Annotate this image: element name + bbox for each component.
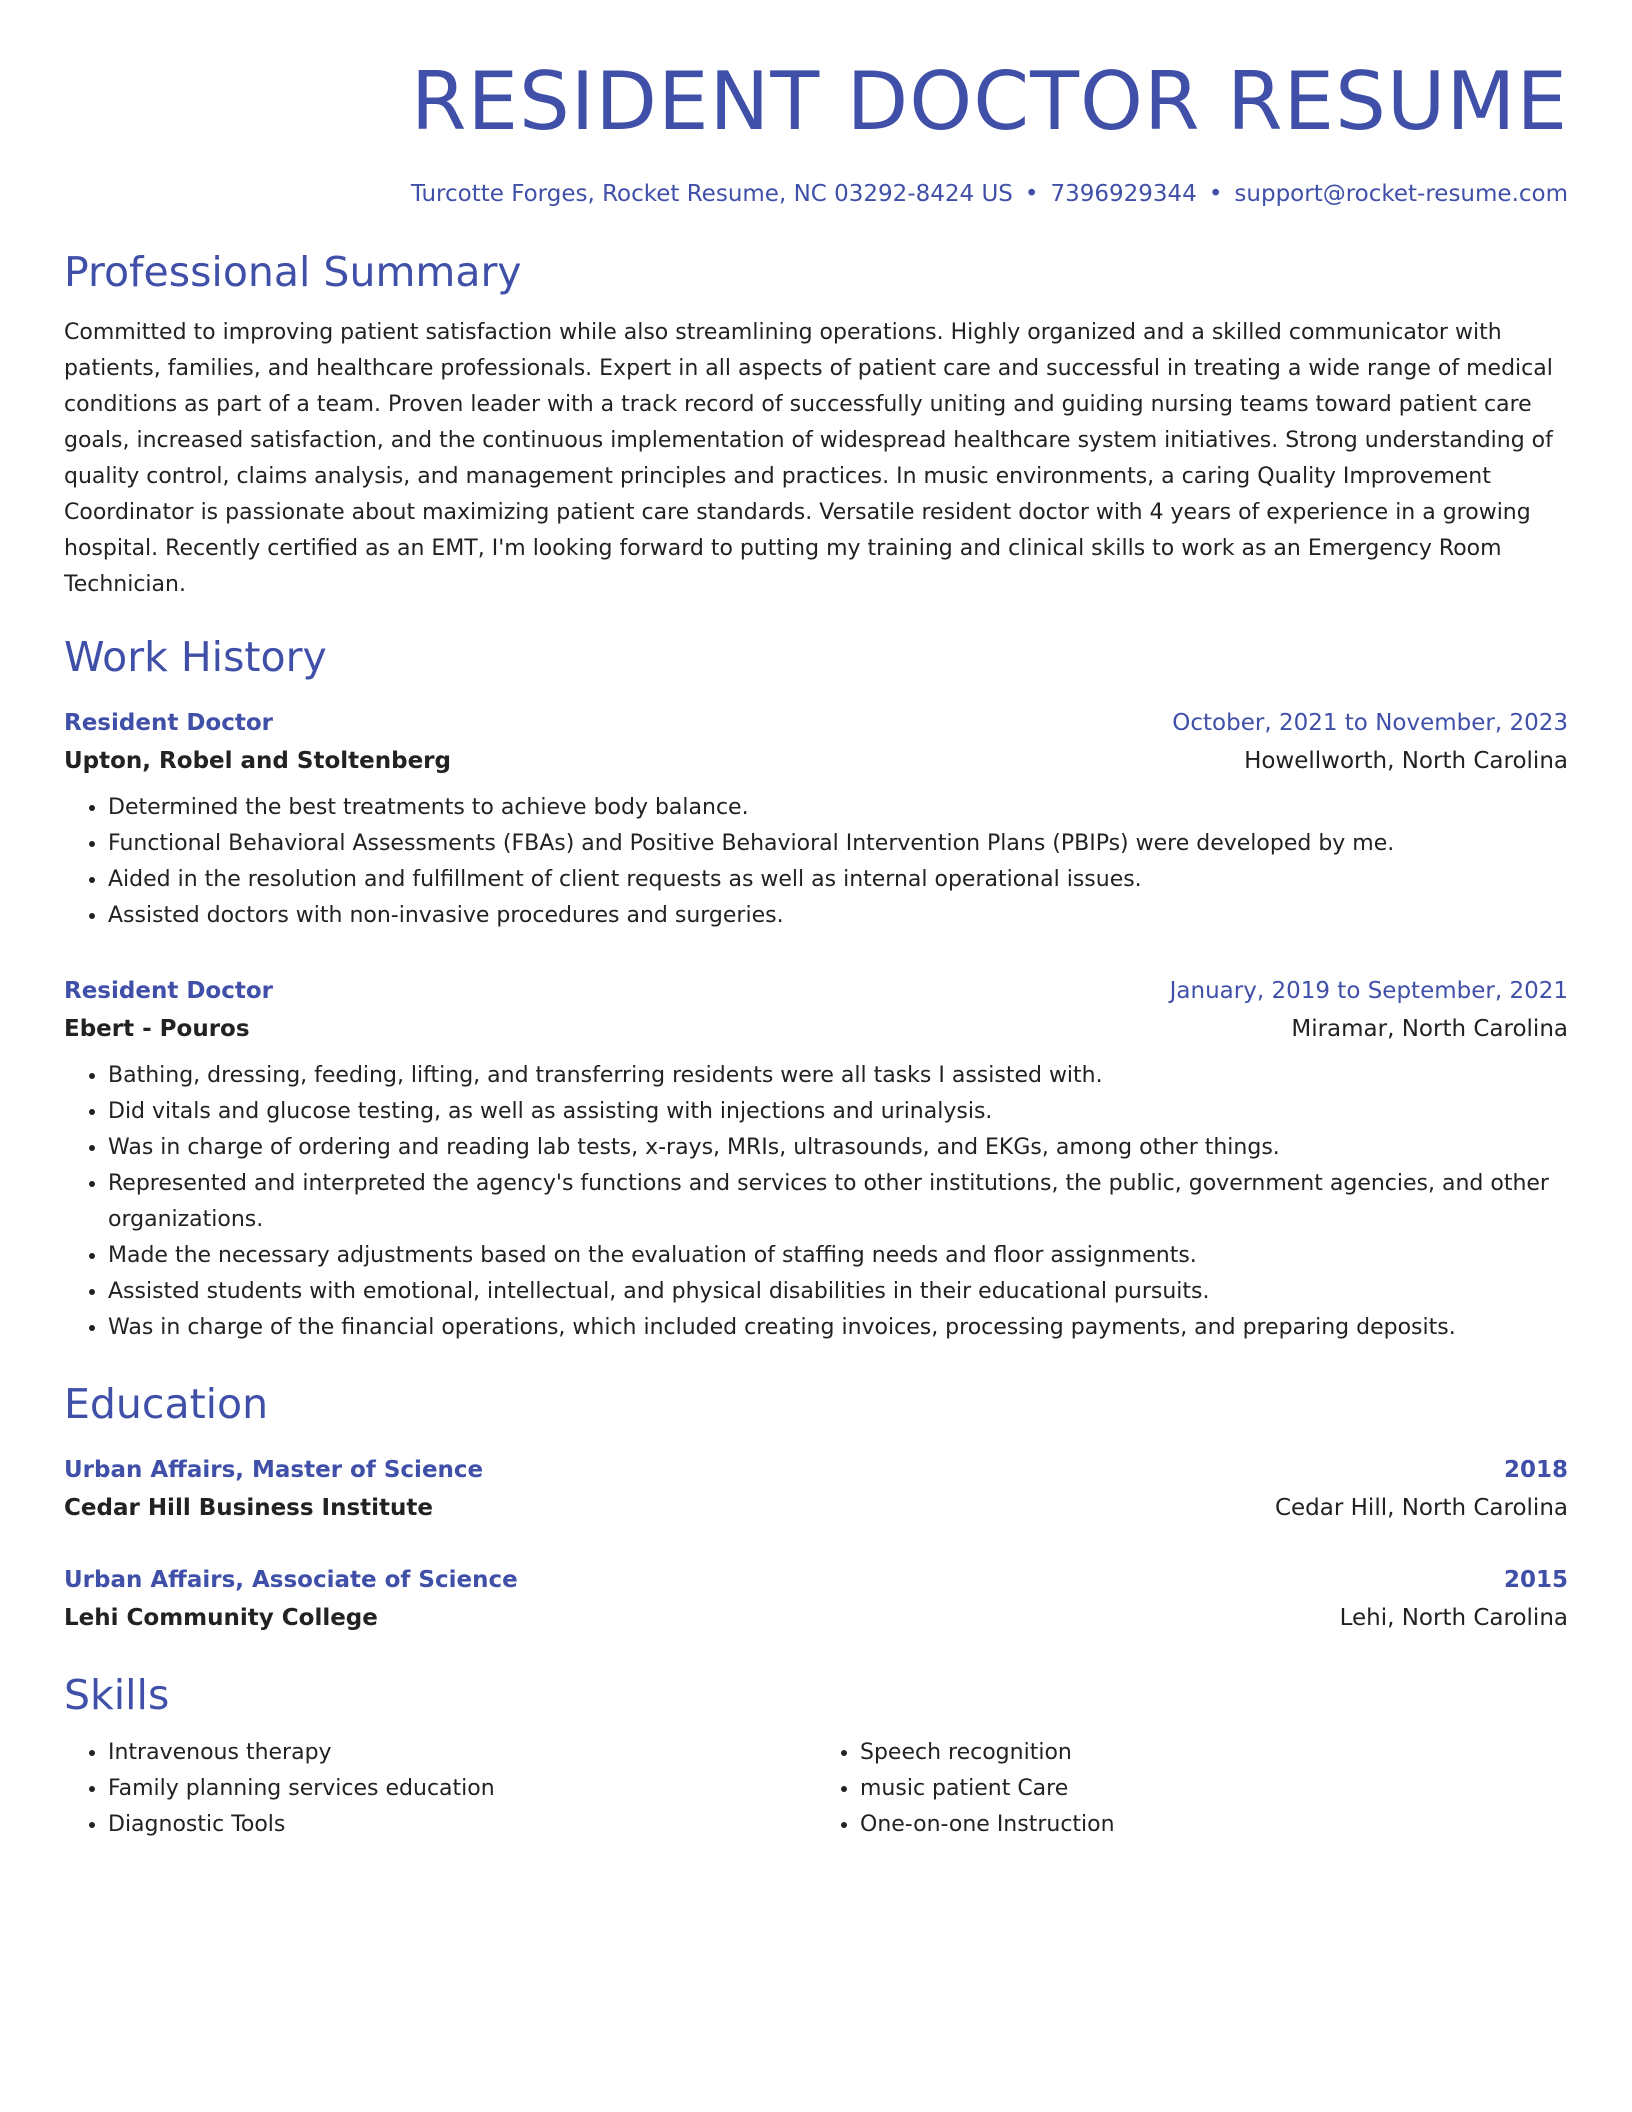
job-bullets — [64, 790, 1568, 934]
separator-dot: • — [1024, 181, 1039, 207]
job-dates: January, 2019 to September, 2021 — [1169, 978, 1568, 1005]
skill-item: • Family planning services education — [108, 1771, 816, 1807]
job-header-row — [64, 972, 1568, 1010]
skills-columns — [64, 1735, 1568, 1843]
job-header-row — [64, 704, 1568, 742]
job-bullet: • Was in charge of ordering and reading lab tests, x-rays, MRIs, ultrasounds, and EKGs, among other things. — [108, 1130, 1568, 1166]
job-title: Resident Doctor — [64, 978, 273, 1005]
job-company: Upton, Robel and Stoltenberg — [64, 748, 451, 775]
school-name: Lehi Community College — [64, 1605, 378, 1632]
address: Turcotte Forges, Rocket Resume, NC 03292-8424 US — [410, 181, 1013, 207]
job-dates: October, 2021 to November, 2023 — [1172, 710, 1568, 737]
summary-text: Committed to improving patient satisfaction while also streamlining operations. Highly organized and a skilled communicator with patients, families, and healthcare professionals. Expert in all aspects of patient care and successful in treating a wide range of medical conditions as part of a team. Proven leader with a track record of successfully uniting and guiding nursing teams toward patient care goals, increased satisfaction, and the continuous implementation of widespread healthcare system initiatives. Strong understanding of quality control, claims analysis, and management principles and practices. In music environments, a caring Quality Improvement Coordinator is passionate about maximizing patient care standards. Versatile resident doctor with 4 years of experience in a growing hospital. Recently certified as an EMT, I'm looking forward to putting my training and clinical skills to work as an Emergency Room Technician. — [64, 320, 1553, 598]
skills-list-right — [816, 1735, 1568, 1843]
summary-heading: Professional Summary — [64, 247, 522, 296]
phone: 7396929344 — [1050, 181, 1197, 207]
job-bullet: • Determined the best treatments to achieve body balance. — [108, 790, 1568, 826]
skill-item: • music patient Care — [860, 1771, 1568, 1807]
resume-title: RESIDENT DOCTOR RESUME — [410, 55, 1568, 148]
degree: Urban Affairs, Associate of Science — [64, 1567, 518, 1594]
job-entry — [64, 972, 1568, 1346]
job-location: Miramar, North Carolina — [1291, 1016, 1568, 1043]
education-header-row — [64, 1561, 1568, 1599]
email-link[interactable]: support@rocket-resume.com — [1234, 181, 1568, 207]
job-bullet: • Bathing, dressing, feeding, lifting, and transferring residents were all tasks I assisted with. — [108, 1058, 1568, 1094]
job-org-row — [64, 1010, 1568, 1048]
job-bullet: • Assisted doctors with non-invasive procedures and surgeries. — [108, 898, 1568, 934]
job-bullet: • Assisted students with emotional, intellectual, and physical disabilities in their educational pursuits. — [108, 1274, 1568, 1310]
education-school-row — [64, 1599, 1568, 1637]
job-bullet: • Aided in the resolution and fulfillment of client requests as well as internal operational issues. — [108, 862, 1568, 898]
work-history-heading: Work History — [64, 633, 327, 682]
graduation-year: 2015 — [1503, 1567, 1568, 1594]
job-bullet: • Made the necessary adjustments based on the evaluation of staffing needs and floor assignments. — [108, 1238, 1568, 1274]
job-location: Howellworth, North Carolina — [1244, 748, 1568, 775]
job-entry — [64, 704, 1568, 934]
separator-dot: • — [1208, 181, 1223, 207]
contact-line — [64, 180, 1568, 210]
skills-heading: Skills — [64, 1671, 170, 1720]
skills-list-left — [64, 1735, 816, 1843]
job-bullet: • Functional Behavioral Assessments (FBAs) and Positive Behavioral Intervention Plans (PBIPs) were developed by me. — [108, 826, 1568, 862]
job-bullet: • Was in charge of the financial operations, which included creating invoices, processing payments, and preparing deposits. — [108, 1310, 1568, 1346]
graduation-year: 2018 — [1503, 1457, 1568, 1484]
school-location: Cedar Hill, North Carolina — [1274, 1495, 1568, 1522]
job-bullet: • Did vitals and glucose testing, as well as assisting with injections and urinalysis. — [108, 1094, 1568, 1130]
education-header-row — [64, 1451, 1568, 1489]
skill-item: • One-on-one Instruction — [860, 1807, 1568, 1843]
skill-item: • Intravenous therapy — [108, 1735, 816, 1771]
job-bullets — [64, 1058, 1568, 1346]
resume-page — [64, 40, 1568, 1843]
education-entry — [64, 1451, 1568, 1527]
education-school-row — [64, 1489, 1568, 1527]
school-location: Lehi, North Carolina — [1339, 1605, 1568, 1632]
job-title: Resident Doctor — [64, 710, 273, 737]
degree: Urban Affairs, Master of Science — [64, 1457, 484, 1484]
school-name: Cedar Hill Business Institute — [64, 1495, 434, 1522]
job-bullet: • Represented and interpreted the agency's functions and services to other institutions, the public, government agencies, and other organizations. — [108, 1166, 1568, 1238]
skill-item: • Speech recognition — [860, 1735, 1568, 1771]
job-company: Ebert - Pouros — [64, 1016, 250, 1043]
education-entry — [64, 1561, 1568, 1637]
education-heading: Education — [64, 1380, 269, 1429]
job-org-row — [64, 742, 1568, 780]
skill-item: • Diagnostic Tools — [108, 1807, 816, 1843]
